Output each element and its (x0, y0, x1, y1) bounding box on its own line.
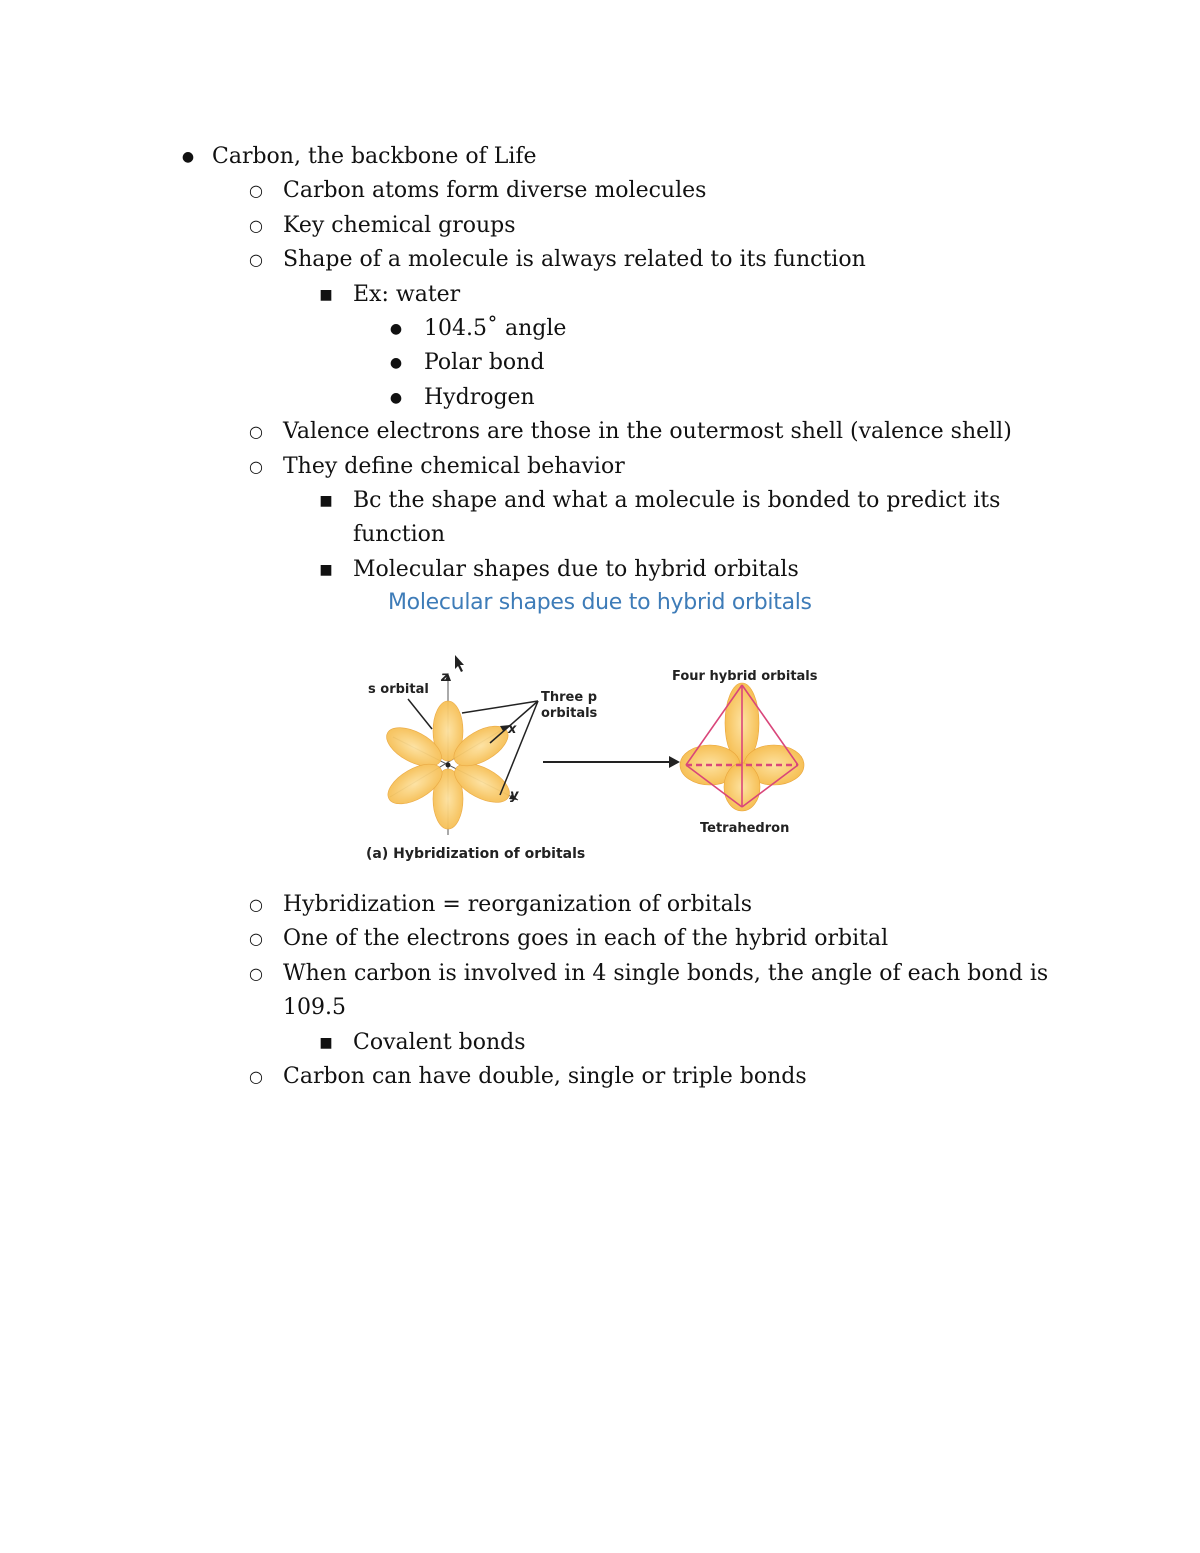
list-item: 109.5 (283, 995, 346, 1021)
list-item: function (353, 522, 446, 548)
four-hybrid-label: Four hybrid orbitals (672, 669, 818, 684)
list-bullet-icon: ● (181, 149, 195, 165)
list-item: Covalent bonds (353, 1029, 526, 1055)
list-bullet-icon: ○ (249, 1067, 263, 1086)
list-item: Hydrogen (424, 384, 535, 410)
list-item: Shape of a molecule is always related to its function (283, 247, 866, 273)
list-item: Ex: water (353, 281, 461, 307)
list-bullet-icon: ● (389, 355, 403, 372)
list-bullet-icon: ■ (319, 561, 333, 578)
list-item: When carbon is involved in 4 single bonds, the angle of each bond is (283, 960, 1049, 986)
list-bullet-icon: ○ (249, 181, 263, 201)
s-orbital-label: s orbital (368, 682, 429, 697)
figure-title: Molecular shapes due to hybrid orbitals (388, 590, 812, 615)
list-bullet-icon: ○ (249, 895, 263, 914)
list-item: Polar bond (424, 350, 545, 376)
cursor-icon (455, 655, 464, 672)
list-bullet-icon: ○ (249, 250, 263, 270)
sp-orbitals-group (380, 673, 538, 835)
list-item: Carbon atoms form diverse molecules (283, 178, 707, 204)
figure-caption: (a) Hybridization of orbitals (366, 846, 586, 862)
list-item: Key chemical groups (283, 212, 516, 238)
list-bullet-icon: ■ (319, 493, 333, 509)
list-bullet-icon: ○ (249, 963, 263, 983)
list-bullet-icon: ○ (249, 929, 263, 949)
list-item: Carbon, the backbone of Life (212, 144, 537, 169)
z-axis-label: z (441, 670, 449, 685)
list-item: They define chemical behavior (283, 453, 625, 479)
tetrahedron-group (680, 683, 804, 811)
list-bullet-icon: ● (389, 389, 403, 406)
tetrahedron-label: Tetrahedron (700, 821, 790, 836)
list-item: Molecular shapes due to hybrid orbitals (353, 556, 799, 582)
three-p-label-2: orbitals (541, 706, 598, 721)
list-item: Bc the shape and what a molecule is bonded to predict its (353, 488, 1001, 513)
list-bullet-icon: ○ (249, 215, 263, 235)
list-item: Valence electrons are those in the outermost shell (valence shell) (283, 419, 1012, 445)
list-bullet-icon: ● (389, 321, 403, 337)
x-axis-label: x (508, 722, 517, 737)
list-item: 104.5˚ angle (424, 316, 567, 341)
list-bullet-icon: ○ (249, 422, 263, 442)
list-item: Carbon can have double, single or triple bonds (283, 1064, 807, 1089)
list-bullet-icon: ○ (249, 456, 263, 476)
y-axis-label: y (510, 788, 519, 803)
list-item: One of the electrons goes in each of the hybrid orbital (283, 926, 889, 952)
hybrid-orbitals-figure (360, 590, 840, 880)
list-bullet-icon: ■ (319, 1034, 333, 1051)
orbitals-diagram (360, 590, 840, 880)
three-p-label-1: Three p (541, 690, 597, 705)
list-bullet-icon: ■ (319, 286, 333, 303)
list-item: Hybridization = reorganization of orbitals (283, 892, 753, 917)
